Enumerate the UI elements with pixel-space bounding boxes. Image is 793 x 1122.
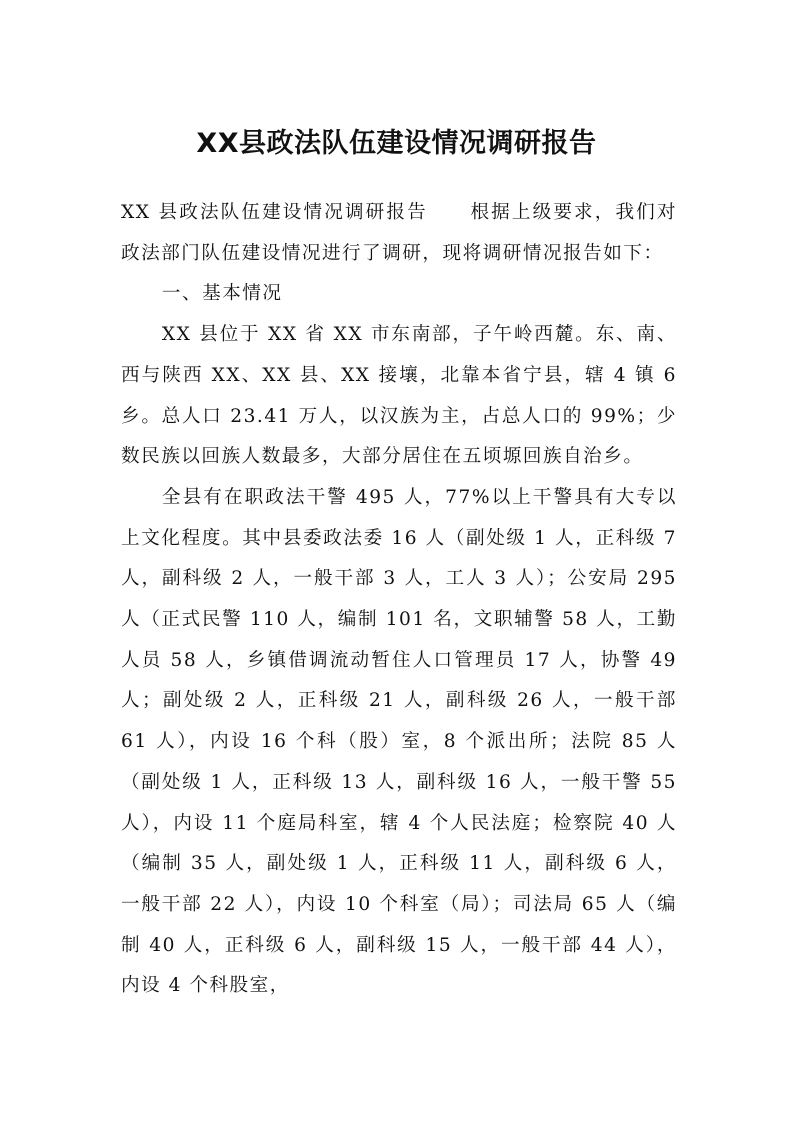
document-body: [121, 193, 677, 1007]
paragraph-personnel: 全县有在职政法干警 495 人，77%以上干警具有大专以上文化程度。其中县委政法委 16 人（副处级 1 人，正科级 7 人，副科级 2 人，一般干部 3 人，工人 3 人）；公安局 295 人（正式民警 110 人，编制 101 名，文职辅警 58 人，工勤人员 58 人，乡镇借调流动暂住人口管理员 17 人，协警 49 人；副处级 2 人，正科级 21 人，副科级 26 人，一般干部 61 人），内设 16 个科（股）室，8 个派出所；法院 85 人（副处级 1 人，正科级 13 人，副科级 16 人，一般干警 55 人），内设 11 个庭局科室，辖 4 个人民法庭；检察院 40 人（编制 35 人，副处级 1 人，正科级 11 人，副科级 6 人，一般干部 22 人），内设 10 个科室（局）；司法局 65 人（编制 40 人，正科级 6 人，副科级 15 人，一般干部 44 人），内设 4 个科股室，: [121, 486, 677, 997]
document-title: XX县政法队伍建设情况调研报告: [196, 128, 597, 159]
paragraph-location: XX 县位于 XX 省 XX 市东南部，子午岭西麓。东、南、西与陕西 XX、XX 县、XX 接壤，北靠本省宁县，辖 4 镇 6 乡。总人口 23.41 万人，以汉族为主，占总人口的 99%；少数民族以回族人数最多，大部分居住在五顷塬回族自治乡。: [121, 324, 677, 468]
intro-lead: XX 县政法队伍建设情况调研报告: [121, 202, 428, 223]
intro-paragraph: [121, 193, 677, 274]
intro-text: 根据上级要求，我们对政法部门队伍建设情况进行了调研，现将调研情况报告如下：: [121, 202, 677, 264]
section-heading: 一、基本情况: [161, 283, 283, 305]
